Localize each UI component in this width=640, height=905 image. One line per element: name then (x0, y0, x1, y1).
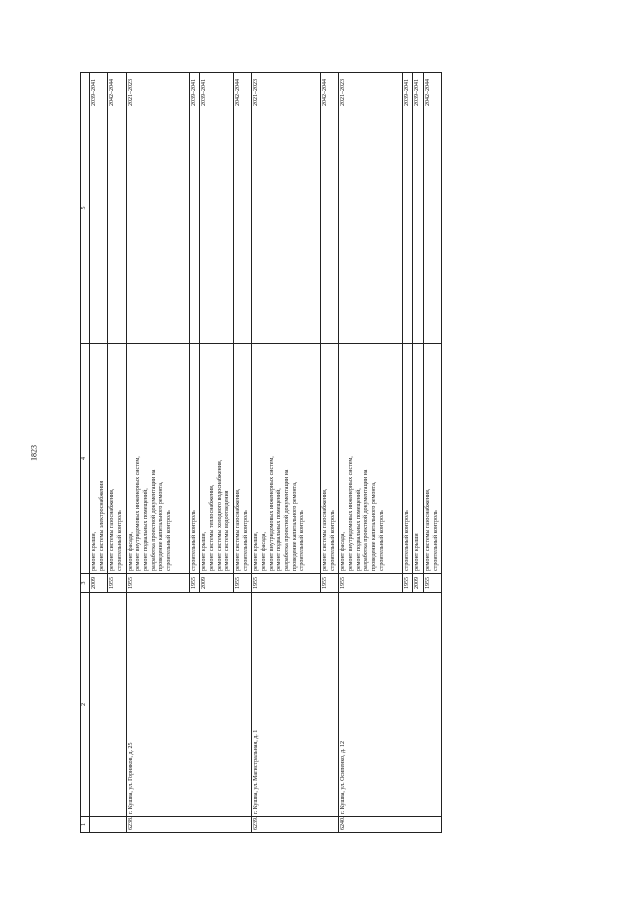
period-cell: 2039–2041 (402, 73, 413, 344)
works-cell (423, 344, 441, 574)
year-cell: 1955 (108, 574, 126, 593)
period-cell: 2042–2044 (321, 73, 339, 344)
work-line: разработка проектной документации на (363, 469, 370, 571)
table-row (126, 73, 189, 833)
work-line: строительный контроль (403, 510, 410, 571)
address-cell: г. Кушва, ул. Осипенко, д. 12 (339, 593, 442, 817)
works-cell (339, 344, 402, 574)
repair-schedule-table (80, 72, 442, 833)
work-line: ремонт системы газоснабжения, (235, 488, 242, 571)
period-cell: 2042–2044 (108, 73, 126, 344)
table-header-row (81, 73, 90, 833)
year-cell: 2009 (90, 574, 108, 593)
work-line: ремонт внутридомовых инженерных систем, (135, 456, 142, 571)
work-line: ремонт подвальных помещений, (276, 488, 283, 571)
year-cell: 1955 (339, 574, 402, 593)
table-row (90, 73, 108, 833)
year-cell: 1955 (189, 574, 200, 593)
address-cell (90, 593, 127, 817)
works-cell (252, 344, 321, 574)
work-line: проведение капитального ремонта, (371, 481, 378, 571)
works-cell (108, 344, 126, 574)
work-line: ремонт системы водоотведения (224, 490, 231, 571)
work-line: ремонт крыши, (91, 531, 97, 571)
works-cell (234, 344, 252, 574)
work-line: ремонт внутридомовых инженерных систем, (348, 456, 355, 571)
address-cell: г. Кушва, ул. Магистральная, д. 1 (252, 593, 339, 817)
repair-schedule-table-wrapper (80, 73, 540, 833)
period-cell: 2021–2023 (339, 73, 402, 344)
table-row (339, 73, 402, 833)
row-number-cell: 6238. (126, 817, 252, 833)
year-cell: 1955 (234, 574, 252, 593)
work-line: проведение капитального ремонта, (291, 481, 298, 571)
period-cell: 2039–2041 (189, 73, 200, 344)
period-cell: 2039–2041 (413, 73, 424, 344)
row-number-cell (90, 817, 127, 833)
work-line: разработка проектной документации на (284, 469, 291, 571)
header-cell: 2 (81, 593, 90, 817)
work-line: ремонт системы электроснабжения (98, 480, 105, 571)
work-line: строительный контроль (378, 510, 385, 571)
work-line: ремонт крыши, (253, 531, 260, 571)
work-line: ремонт крыши, (201, 531, 208, 571)
works-cell (413, 344, 424, 574)
work-line: ремонт системы холодного водоснабжения, (216, 459, 223, 571)
works-cell (200, 344, 234, 574)
works-cell (90, 344, 108, 574)
period-cell: 2039–2041 (200, 73, 234, 344)
period-cell: 2039–2041 (90, 73, 108, 344)
works-cell (321, 344, 339, 574)
year-cell: 2009 (200, 574, 234, 593)
header-cell: 1 (81, 817, 90, 833)
row-number-cell: 6239. (252, 817, 339, 833)
row-number-cell: 6240. (339, 817, 442, 833)
work-line: ремонт подвальных помещений, (355, 488, 362, 571)
work-line: ремонт внутридомовых инженерных систем, (268, 456, 275, 571)
address-cell: г. Кушва, ул. Горняков, д. 25 (126, 593, 252, 817)
period-cell: 2042–2044 (234, 73, 252, 344)
work-line: ремонт системы газоснабжения, (424, 488, 431, 571)
year-cell: 1955 (423, 574, 441, 593)
work-line: разработка проектной документации на (150, 469, 157, 571)
work-line: строительный контроль (166, 510, 173, 571)
works-cell (189, 344, 200, 574)
year-cell: 1955 (126, 574, 189, 593)
work-line: строительный контроль (117, 510, 124, 571)
work-line: ремонт фасада, (127, 532, 134, 571)
work-line: проведение капитального ремонта, (158, 481, 165, 571)
period-cell: 2042–2044 (423, 73, 441, 344)
works-cell (402, 344, 413, 574)
work-line: ремонт фасада, (261, 532, 268, 571)
work-line: ремонт крыши (414, 533, 421, 571)
work-line: строительный контроль (329, 510, 336, 571)
work-line: ремонт системы газоснабжения, (109, 488, 116, 571)
period-cell: 2021–2023 (252, 73, 321, 344)
year-cell: 1955 (321, 574, 339, 593)
work-line: ремонт системы теплоснабжения, (209, 484, 216, 571)
header-cell: 4 (81, 344, 90, 574)
year-cell: 1955 (402, 574, 413, 593)
year-cell: 2009 (413, 574, 424, 593)
header-cell: 5 (81, 73, 90, 344)
page-number: 1823 (29, 445, 39, 461)
header-cell: 3 (81, 574, 90, 593)
work-line: строительный контроль (190, 510, 197, 571)
work-line: ремонт системы газоснабжения, (322, 488, 329, 571)
work-line: строительный контроль (242, 510, 249, 571)
period-cell: 2021–2023 (126, 73, 189, 344)
table-row (252, 73, 321, 833)
works-cell (126, 344, 189, 574)
work-line: ремонт фасада, (340, 532, 347, 571)
work-line: строительный контроль (299, 510, 306, 571)
year-cell: 1955 (252, 574, 321, 593)
work-line: строительный контроль (432, 510, 439, 571)
work-line: ремонт подвальных помещений, (143, 488, 150, 571)
